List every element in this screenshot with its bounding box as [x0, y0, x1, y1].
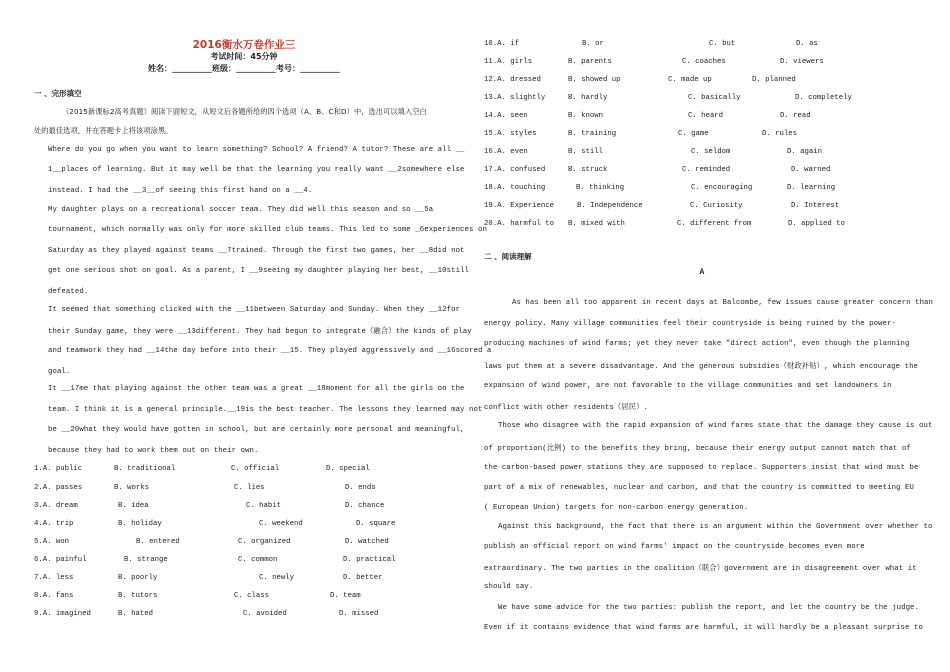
reading-line: energy policy. Many village communities feel their countryside is being ruined by the power-: [484, 320, 897, 328]
option-8-d: D. team: [330, 592, 361, 600]
option-13-b: B. hardly: [568, 94, 608, 102]
option-20-a: 20.A. harmful to: [484, 220, 555, 228]
option-18-b: B. thinking: [576, 184, 625, 192]
cloze-line: team. I think it is a general principle.__19is the best teacher. The lessons they learned may not: [48, 406, 483, 414]
option-19-b: B. Independence: [577, 202, 643, 210]
cloze-line: be __20what they would have gotten in school, but are certainly more personal and meaningful,: [48, 426, 465, 434]
cloze-line: Where do you go when you want to learn something? School? A friend? A tutor? These are all __: [48, 146, 465, 154]
option-12-a: 12.A. dressed: [484, 76, 541, 84]
option-18-a: 18.A. touching: [484, 184, 546, 192]
option-19-c: C. Curiosity: [690, 202, 743, 210]
option-19-d: D. Interest: [791, 202, 840, 210]
option-3-b: B. idea: [118, 502, 149, 510]
option-2-d: D. ends: [345, 484, 376, 492]
cloze-line: defeated.: [48, 288, 89, 296]
cloze-line: goal.: [48, 368, 71, 376]
passage-label: A: [699, 268, 705, 277]
reading-line: We have some advice for the two parties: publish the report, and let the country be the judge.: [498, 604, 920, 612]
reading-line: Those who disagree with the rapid expansion of wind farms state that the damage they cause is out: [498, 422, 933, 430]
option-14-b: B. known: [568, 112, 604, 120]
option-8-b: B. tutors: [118, 592, 158, 600]
reading-line: conflict with other residents（居民）.: [484, 404, 648, 412]
option-17-b: B. struck: [568, 166, 608, 174]
option-17-a: 17.A. confused: [484, 166, 546, 174]
cloze-instruction-2: 处的最佳选项，并在答题卡上将该项涂黑。: [34, 126, 173, 135]
option-11-c: C. coaches: [682, 58, 726, 66]
option-7-c: C. newly: [259, 574, 295, 582]
cloze-line: It __17me that playing against the other team was a great __18moment for all the girls on the: [48, 385, 465, 393]
option-12-c: C. made up: [668, 76, 712, 84]
option-4-a: 4.A. trip: [34, 520, 74, 528]
option-5-b: B. entered: [136, 538, 180, 546]
option-8-a: 8.A. fans: [34, 592, 74, 600]
option-1-a: 1.A. public: [34, 465, 83, 473]
cloze-line: because they had to work them out on their own.: [48, 447, 259, 455]
reading-line: the carbon-based power stations they are supposed to replace. Supporters insist that wind must be: [484, 464, 919, 472]
cloze-line: It seemed that something clicked with the __11between Saturday and Sunday. When they __12for: [48, 306, 461, 314]
reading-line: laws put them at a severe disadvantage. And the generous subsidies（财政补贴）, which encourage the: [484, 363, 919, 371]
option-9-c: C. avoided: [243, 610, 287, 618]
option-16-d: D. again: [787, 148, 823, 156]
option-13-c: C. basically: [688, 94, 741, 102]
cloze-line: 1__places of learning. But it may well be that the learning you really want __2somewhere else: [48, 166, 465, 174]
option-17-d: D. warned: [791, 166, 831, 174]
option-9-a: 9.A. imagined: [34, 610, 91, 618]
exam-time: 考试时间：45分钟: [210, 52, 278, 61]
reading-line: As has been all too apparent in recent days at Balcombe, few issues cause greater concern than: [512, 299, 934, 307]
reading-line: Against this background, the fact that there is an argument within the Government over whether to: [498, 523, 933, 531]
option-12-b: B. showed up: [568, 76, 621, 84]
option-15-b: B. training: [568, 130, 617, 138]
option-4-d: D. square: [356, 520, 396, 528]
cloze-line: Saturday as they played against teams __7trained. Through the first two games, her __8did not: [48, 247, 465, 255]
option-3-d: D. chance: [345, 502, 385, 510]
option-7-b: B. poorly: [118, 574, 158, 582]
reading-line: part of a mix of renewables, nuclear and carbon, and that the country is committed to meeting EU: [484, 484, 914, 492]
option-20-d: D. applied to: [788, 220, 845, 228]
option-10-b: B. or: [582, 40, 604, 48]
option-5-c: C. organized: [238, 538, 291, 546]
option-3-c: C. habit: [246, 502, 282, 510]
option-4-b: B. holiday: [118, 520, 162, 528]
option-18-d: D. learning: [787, 184, 836, 192]
option-10-d: D. as: [796, 40, 818, 48]
option-14-a: 14.A. seen: [484, 112, 528, 120]
page-title: 2016衡水万卷作业三: [192, 39, 296, 51]
option-15-a: 15.A. styles: [484, 130, 537, 138]
reading-line: extraordinary. The two parties in the coalition（联合）government are in disagreement over what it: [484, 565, 917, 573]
cloze-line: and teamwork they had __14the day before into their __15. They played aggressively and __16scored a: [48, 347, 492, 355]
student-info-line: 姓名：__________班级：__________考号：__________: [148, 64, 340, 73]
reading-line: ( European Union) targets for non-carbon energy generation.: [484, 504, 749, 512]
option-6-c: C. common: [238, 556, 278, 564]
option-9-d: D. missed: [339, 610, 379, 618]
option-13-d: D. completely: [795, 94, 852, 102]
option-6-b: B. strange: [124, 556, 168, 564]
option-14-d: D. read: [780, 112, 811, 120]
option-15-d: D. rules: [762, 130, 798, 138]
reading-line: publish an official report on wind farms' impact on the countryside becomes even more: [484, 543, 865, 551]
option-9-b: B. hated: [118, 610, 154, 618]
option-1-d: D. special: [326, 465, 370, 473]
cloze-line: My daughter plays on a recreational soccer team. They did well this season and so __5a: [48, 206, 434, 214]
option-10-a: 10.A. if: [484, 40, 520, 48]
option-2-b: B. works: [114, 484, 150, 492]
option-1-b: B. traditional: [114, 465, 176, 473]
option-1-c: C. official: [231, 465, 280, 473]
option-20-b: B. mixed with: [568, 220, 625, 228]
option-7-a: 7.A. less: [34, 574, 74, 582]
option-5-a: 5.A. won: [34, 538, 70, 546]
option-11-d: D. viewers: [780, 58, 824, 66]
option-10-c: C. but: [709, 40, 736, 48]
reading-line: of proportion(比例) to the benefits they bring, because their energy output cannot match that of: [484, 445, 911, 453]
option-6-d: D. practical: [343, 556, 396, 564]
option-17-c: C. reminded: [682, 166, 731, 174]
option-19-a: 19.A. Experience: [484, 202, 555, 210]
option-15-c: C. game: [678, 130, 709, 138]
option-12-d: D. planned: [752, 76, 796, 84]
option-4-c: C. weekend: [259, 520, 303, 528]
option-11-a: 11.A. girls: [484, 58, 533, 66]
section-heading-reading: 二 、阅读理解: [484, 252, 532, 261]
option-11-b: B. parents: [568, 58, 612, 66]
option-16-a: 16.A. even: [484, 148, 528, 156]
option-2-a: 2.A. passes: [34, 484, 83, 492]
reading-line: expansion of wind power, are not favorable to the village communities and set landowners in: [484, 382, 892, 390]
cloze-line: get one serious shot on goal. As a parent, I __9seeing my daughter playing her best, __10still: [48, 267, 470, 275]
option-5-d: D. watched: [345, 538, 389, 546]
option-13-a: 13.A. slightly: [484, 94, 546, 102]
option-3-a: 3.A. dream: [34, 502, 78, 510]
option-20-c: C. different from: [677, 220, 752, 228]
option-18-c: C. encouraging: [691, 184, 753, 192]
option-6-a: 6.A. painful: [34, 556, 87, 564]
reading-line: Even if it contains evidence that wind farms are harmful, it will hardly be a pleasant surprise to: [484, 624, 923, 632]
section-heading-cloze: 一 、完形填空: [34, 89, 82, 98]
cloze-instruction-1: （2015新课标2高考真题）阅读下面短文，从短文后各题所给的四个选项（A、B、C和D）中，选出可以填入空白: [62, 107, 427, 116]
option-7-d: D. better: [343, 574, 383, 582]
option-16-c: C. seldom: [691, 148, 731, 156]
cloze-line: their Sunday game, they were __13different. They had begun to integrate（融合）the kinds of play: [48, 328, 472, 336]
option-8-c: C. class: [234, 592, 270, 600]
option-14-c: C. heard: [688, 112, 724, 120]
reading-line: producing machines of wind farms; yet they never take "direct action", even though the planning: [484, 340, 910, 348]
reading-line: should say.: [484, 583, 534, 591]
cloze-line: tournament, which normally was only for more skilled club teams. This led to some _6experiences on: [48, 226, 487, 234]
option-2-c: C. lies: [234, 484, 265, 492]
cloze-line: instead. I had the __3__of seeing this first hand on a __4.: [48, 187, 313, 195]
option-16-b: B. still: [568, 148, 604, 156]
